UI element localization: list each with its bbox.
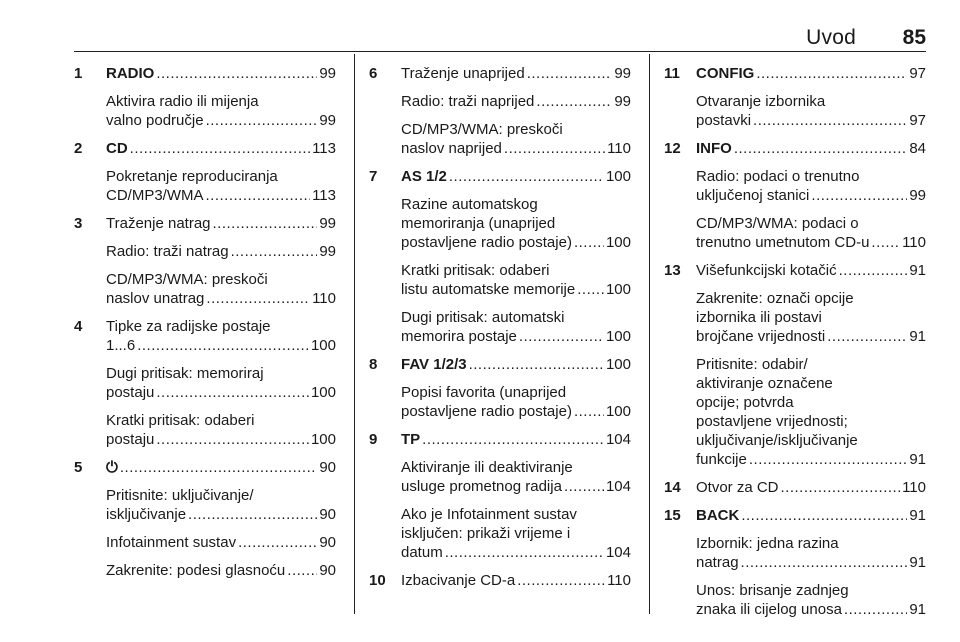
dot-leader [120, 458, 317, 477]
entry-text: Kratki pritisak: odaberi [106, 412, 255, 429]
entry-number: 15 [664, 507, 681, 524]
entry-text: 1...6 [106, 337, 136, 354]
entry-number: 4 [74, 318, 83, 335]
entry-text: Radio: podaci o trenutno [696, 168, 860, 185]
page-reference: 97 [909, 65, 926, 82]
entry-line [106, 486, 336, 505]
entry-line [106, 430, 336, 449]
column-divider [649, 54, 650, 614]
entry-line [401, 280, 631, 299]
index-entry [664, 534, 926, 572]
header-rule [74, 51, 926, 52]
entry-text: Radio: traži natrag [106, 243, 229, 260]
index-entry [369, 458, 631, 496]
dot-leader [756, 64, 907, 83]
page-reference: 100 [605, 234, 631, 251]
entry-line [696, 233, 926, 252]
entry-text: valno područje [106, 112, 204, 129]
entry-number: 5 [74, 459, 83, 476]
entry-text: Popisi favorita (unaprijed [401, 384, 567, 401]
index-entry [369, 92, 631, 111]
entry-text: Ako je Infotainment sustav [401, 506, 577, 523]
index-entry [74, 139, 336, 158]
page-reference: 91 [909, 328, 926, 345]
entry-line [401, 120, 631, 139]
index-entry [74, 64, 336, 83]
entry-text: INFO [696, 140, 732, 157]
entry-text: Infotainment sustav [106, 534, 237, 551]
page-reference: 99 [614, 93, 631, 110]
entry-line [696, 261, 926, 280]
entry-line [106, 92, 336, 111]
entry-text: FAV 1/2/3 [401, 356, 467, 373]
dot-leader [536, 92, 612, 111]
entry-text: Izbacivanje CD-a [401, 572, 516, 589]
entry-text: CD/MP3/WMA: preskoči [106, 271, 268, 288]
page-reference: 110 [312, 290, 336, 307]
entry-line [401, 167, 631, 186]
entry-text: Aktivira radio ili mijenja [106, 93, 259, 110]
entry-line [401, 355, 631, 374]
entry-text: BACK [696, 507, 740, 524]
page-reference: 110 [607, 572, 631, 589]
entry-line [401, 402, 631, 421]
dot-leader [781, 478, 901, 497]
page-reference: 110 [902, 479, 926, 496]
index-entry [664, 139, 926, 158]
entry-line [696, 92, 926, 111]
entry-number: 3 [74, 215, 83, 232]
entry-line [696, 534, 926, 553]
dot-leader [827, 327, 907, 346]
page-reference: 99 [614, 65, 631, 82]
entry-number: 12 [664, 140, 681, 157]
index-column-1 [74, 64, 336, 589]
entry-number: 7 [369, 168, 378, 185]
index-entry [369, 430, 631, 449]
index-entry [664, 289, 926, 346]
entry-text: Tipke za radijske postaje [106, 318, 271, 335]
power-icon: ⏻ [106, 459, 118, 476]
entry-text: Otvor za CD [696, 479, 779, 496]
page-title: Uvod [806, 26, 856, 49]
index-entry [369, 505, 631, 562]
dot-leader [231, 242, 318, 261]
index-entry [369, 261, 631, 299]
index-entry [369, 120, 631, 158]
index-entry [369, 308, 631, 346]
entry-text: postaju [106, 384, 155, 401]
page-reference: 90 [319, 459, 336, 476]
page-reference: 100 [310, 431, 336, 448]
entry-text: CONFIG [696, 65, 755, 82]
index-entry [664, 478, 926, 497]
index-entry [664, 214, 926, 252]
dot-leader [741, 506, 907, 525]
page-reference: 113 [312, 140, 336, 157]
entry-line [696, 167, 926, 186]
entry-line [401, 195, 631, 214]
dot-leader [287, 561, 317, 580]
entry-line [696, 289, 926, 308]
entry-text: Traženje natrag [106, 215, 211, 232]
entry-text: Izbornik: jedna razina [696, 535, 839, 552]
page-reference: 100 [310, 384, 336, 401]
page-reference: 104 [605, 431, 631, 448]
entry-line [106, 242, 336, 261]
entry-text: uključivanje/isključivanje [696, 432, 858, 449]
entry-text: Zakrenite: označi opcije [696, 290, 854, 307]
dot-leader [449, 167, 604, 186]
dot-leader [137, 336, 309, 355]
entry-line [401, 383, 631, 402]
entry-line [696, 393, 926, 412]
entry-line [401, 571, 631, 590]
index-entry [369, 64, 631, 83]
entry-text: AS 1/2 [401, 168, 447, 185]
entry-text: Pritisnite: odabir/ [696, 356, 808, 373]
entry-text: memoriranja (unaprijed [401, 215, 556, 232]
index-entry [664, 355, 926, 469]
dot-leader [811, 186, 907, 205]
index-entry [74, 458, 336, 477]
index-column-2 [369, 64, 631, 599]
index-entry [664, 92, 926, 130]
entry-line [106, 458, 336, 477]
entry-number: 9 [369, 431, 378, 448]
entry-line [401, 308, 631, 327]
dot-leader [445, 543, 604, 562]
dot-leader [469, 355, 604, 374]
entry-line [696, 64, 926, 83]
entry-line [401, 524, 631, 543]
entry-line [401, 92, 631, 111]
dot-leader [574, 402, 604, 421]
index-entry [74, 242, 336, 261]
entry-line [401, 233, 631, 252]
dot-leader [527, 64, 613, 83]
page-reference: 90 [319, 562, 336, 579]
page-reference: 104 [605, 478, 631, 495]
entry-line [106, 270, 336, 289]
entry-number: 10 [369, 572, 386, 589]
entry-number: 8 [369, 356, 378, 373]
dot-leader [574, 233, 604, 252]
entry-line [401, 458, 631, 477]
index-entry [369, 355, 631, 374]
entry-line [106, 505, 336, 524]
entry-line [106, 364, 336, 383]
entry-text: listu automatske memorije [401, 281, 576, 298]
index-entry [369, 167, 631, 186]
entry-line [696, 450, 926, 469]
page-reference: 91 [909, 601, 926, 618]
page-reference: 104 [605, 544, 631, 561]
entry-line [401, 214, 631, 233]
entry-line [696, 506, 926, 525]
entry-line [106, 139, 336, 158]
entry-line [696, 431, 926, 450]
index-entry [74, 561, 336, 580]
entry-line [696, 412, 926, 431]
index-entry [74, 411, 336, 449]
entry-text: uključenoj stanici [696, 187, 810, 204]
dot-leader [156, 383, 309, 402]
dot-leader [206, 289, 310, 308]
entry-line [106, 111, 336, 130]
dot-leader [749, 450, 907, 469]
dot-leader [519, 327, 604, 346]
entry-line [696, 139, 926, 158]
dot-leader [238, 533, 317, 552]
entry-text: Kratki pritisak: odaberi [401, 262, 550, 279]
entry-text: isključivanje [106, 506, 187, 523]
page-reference: 84 [909, 140, 926, 157]
entry-line [696, 355, 926, 374]
entry-line [401, 139, 631, 158]
entry-line [696, 327, 926, 346]
entry-line [696, 308, 926, 327]
entry-text: isključen: prikaži vrijeme i [401, 525, 571, 542]
dot-leader [206, 111, 318, 130]
dot-leader [753, 111, 907, 130]
entry-text: postavki [696, 112, 752, 129]
index-entry [74, 214, 336, 233]
entry-line [696, 186, 926, 205]
page-reference: 99 [319, 243, 336, 260]
entry-text: znaka ili cijelog unosa [696, 601, 842, 618]
entry-text: natrag [696, 554, 739, 571]
page-reference: 100 [605, 356, 631, 373]
entry-line [401, 327, 631, 346]
dot-leader [577, 280, 604, 299]
index-entry [74, 533, 336, 552]
page-number: 85 [902, 26, 926, 49]
dot-leader [156, 64, 317, 83]
page-reference: 100 [310, 337, 336, 354]
page-reference: 110 [902, 234, 926, 251]
page-reference: 100 [605, 168, 631, 185]
entry-number: 6 [369, 65, 378, 82]
entry-line [696, 214, 926, 233]
entry-line [106, 411, 336, 430]
entry-text: Unos: brisanje zadnjeg [696, 582, 849, 599]
entry-text: Radio: traži naprijed [401, 93, 535, 110]
entry-line [106, 289, 336, 308]
index-entry [369, 571, 631, 590]
entry-line [696, 553, 926, 572]
entry-text: funkcije [696, 451, 747, 468]
dot-leader [734, 139, 907, 158]
entry-text: CD/MP3/WMA [106, 187, 204, 204]
entry-line [401, 430, 631, 449]
entry-text: Pritisnite: uključivanje/ [106, 487, 254, 504]
entry-text: trenutno umetnutom CD-u [696, 234, 870, 251]
entry-text: CD/MP3/WMA: podaci o [696, 215, 859, 232]
page-reference: 91 [909, 554, 926, 571]
page-reference: 91 [909, 262, 926, 279]
page-reference: 99 [909, 187, 926, 204]
entry-line [401, 543, 631, 562]
page-reference: 113 [312, 187, 336, 204]
index-entry [664, 581, 926, 619]
page-header [74, 0, 926, 52]
dot-leader [213, 214, 318, 233]
entry-text: Traženje unaprijed [401, 65, 525, 82]
index-entry [74, 364, 336, 402]
dot-leader [564, 477, 604, 496]
entry-text: postavljene radio postaje) [401, 403, 572, 420]
entry-line [106, 336, 336, 355]
entry-text: CD/MP3/WMA: preskoči [401, 121, 563, 138]
index-entry [664, 261, 926, 280]
dot-leader [206, 186, 311, 205]
page-reference: 100 [605, 328, 631, 345]
entry-text: RADIO [106, 65, 155, 82]
index-entry [74, 317, 336, 355]
entry-text: aktiviranje označene [696, 375, 833, 392]
column-divider [354, 54, 355, 614]
entry-text: Zakrenite: podesi glasnoću [106, 562, 286, 579]
dot-leader [504, 139, 605, 158]
dot-leader [130, 139, 310, 158]
dot-leader [839, 261, 908, 280]
page-reference: 99 [319, 215, 336, 232]
entry-line [106, 167, 336, 186]
index-entry [74, 92, 336, 130]
entry-line [401, 505, 631, 524]
dot-leader [741, 553, 908, 572]
page-reference: 99 [319, 65, 336, 82]
entry-line [106, 317, 336, 336]
entry-line [401, 477, 631, 496]
entry-text: Pokretanje reproduciranja [106, 168, 278, 185]
entry-number: 14 [664, 479, 681, 496]
entry-text: naslov unatrag [106, 290, 205, 307]
index-entry [664, 167, 926, 205]
entry-number: 2 [74, 140, 83, 157]
dot-leader [871, 233, 900, 252]
entry-line [696, 581, 926, 600]
entry-line [696, 111, 926, 130]
entry-text: datum [401, 544, 443, 561]
index-entry [369, 383, 631, 421]
entry-line [696, 374, 926, 393]
entry-text: opcije; potvrda [696, 394, 794, 411]
entry-text: TP [401, 431, 421, 448]
entry-line [401, 261, 631, 280]
entry-text: usluge prometnog radija [401, 478, 562, 495]
page-reference: 97 [909, 112, 926, 129]
entry-line [106, 64, 336, 83]
index-entry [74, 486, 336, 524]
page-reference: 100 [605, 403, 631, 420]
entry-line [106, 214, 336, 233]
entry-text: postavljene radio postaje) [401, 234, 572, 251]
entry-text: Aktiviranje ili deaktiviranje [401, 459, 573, 476]
entry-line [106, 383, 336, 402]
index-entry [664, 64, 926, 83]
entry-text: brojčane vrijednosti [696, 328, 826, 345]
entry-text: Otvaranje izbornika [696, 93, 826, 110]
dot-leader [188, 505, 317, 524]
entry-number: 13 [664, 262, 681, 279]
entry-text: memorira postaje [401, 328, 517, 345]
entry-number: 11 [664, 65, 680, 82]
entry-line [696, 478, 926, 497]
entry-text: Višefunkcijski kotačić [696, 262, 837, 279]
page-reference: 100 [605, 281, 631, 298]
entry-line [106, 186, 336, 205]
dot-leader [844, 600, 907, 619]
entry-text: Razine automatskog [401, 196, 538, 213]
entry-text: postaju [106, 431, 155, 448]
page-reference: 90 [319, 506, 336, 523]
index-entry [74, 270, 336, 308]
index-column-3 [664, 64, 926, 628]
entry-line [106, 561, 336, 580]
page-reference: 91 [909, 451, 926, 468]
index-entry [664, 506, 926, 525]
dot-leader [517, 571, 605, 590]
index-entry [74, 167, 336, 205]
entry-text: CD [106, 140, 128, 157]
page-reference: 110 [607, 140, 631, 157]
page-reference: 99 [319, 112, 336, 129]
entry-number: 1 [74, 65, 83, 82]
entry-text: izbornika ili postavi [696, 309, 822, 326]
entry-text: postavljene vrijednosti; [696, 413, 848, 430]
page-reference: 90 [319, 534, 336, 551]
entry-text: naslov naprijed [401, 140, 502, 157]
page-reference: 91 [909, 507, 926, 524]
entry-text: Dugi pritisak: memoriraj [106, 365, 264, 382]
dot-leader [422, 430, 604, 449]
index-entry [369, 195, 631, 252]
entry-line [401, 64, 631, 83]
entry-text: Dugi pritisak: automatski [401, 309, 565, 326]
dot-leader [156, 430, 309, 449]
entry-line [696, 600, 926, 619]
entry-line [106, 533, 336, 552]
